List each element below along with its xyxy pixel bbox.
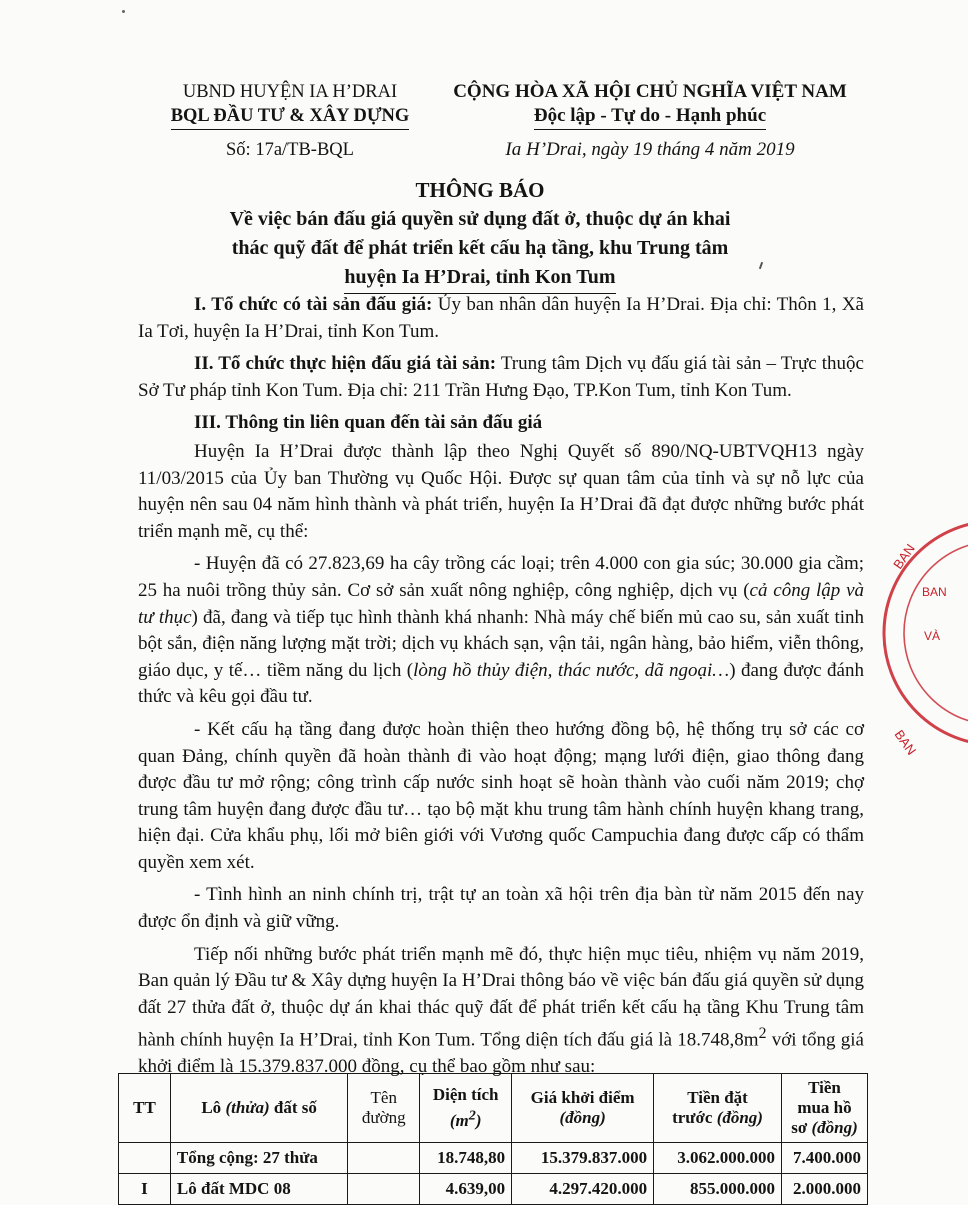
col-document-fee: Tiền mua hồ sơ (đồng) bbox=[781, 1074, 867, 1143]
table-header-row bbox=[119, 1074, 868, 1143]
cell-deposit: 855.000.000 bbox=[654, 1174, 782, 1205]
scan-speck bbox=[122, 10, 125, 13]
col-area: Diện tích $(m^2)$ bbox=[420, 1074, 512, 1143]
cell-lot: Lô đất MDC 08 bbox=[170, 1174, 347, 1205]
cell-road bbox=[348, 1143, 420, 1174]
table-row bbox=[119, 1174, 868, 1205]
svg-text:BAN: BAN bbox=[890, 541, 918, 572]
col-start-price: Giá khởi điểm (đồng) bbox=[512, 1074, 654, 1143]
issuer-block bbox=[140, 80, 440, 162]
national-header bbox=[430, 80, 870, 162]
issuer-name: BQL ĐẦU TƯ & XÂY DỰNG bbox=[140, 104, 440, 130]
place-date: Ia H’Drai, ngày 19 tháng 4 năm 2019 bbox=[505, 139, 795, 160]
section-2-label: II. Tổ chức thực hiện đấu giá tài sản: bbox=[194, 353, 497, 375]
title-line-1: Về việc bán đấu giá quyền sử dụng đất ở, thuộc dự án khai bbox=[229, 208, 731, 230]
svg-text:BAN: BAN bbox=[891, 727, 920, 758]
section-3-heading: III. Thông tin liên quan đến tài sản đấu giá bbox=[194, 412, 543, 434]
document-number: Số: 17a/TB-BQL bbox=[226, 140, 354, 160]
cell-area: 4.639,00 bbox=[420, 1174, 512, 1205]
cell-tt: I bbox=[119, 1174, 171, 1205]
table-row bbox=[119, 1143, 868, 1174]
paragraph-2: - Huyện đã có 27.823,69 ha cây trồng các loại; trên 4.000 con gia súc; 30.000 gia cầm; 25 ha nuôi trồng thủy sản. Cơ sở sản xuất nông nghiệp, công nghiệp, dịch vụ (cả công lập và tư thục) đã, đang và tiếp tục hình thành khá nhanh: Nhà máy chế biến mủ cao su, sản xuất tinh bột sắn, điện năng lượng mặt trời; dịch vụ khách sạn, vận tải, ngân hàng, bảo hiểm, viễn thông, giáo dục, y tế… tiềm năng du lịch (lòng hồ thủy điện, thác nước, dã ngoại…) đang được đánh thức và kêu gọi đầu tư. bbox=[138, 553, 865, 708]
paragraph-3: - Kết cấu hạ tầng đang được hoàn thiện theo hướng đồng bộ, hệ thống trụ sở các cơ quan Đảng, chính quyền đã hoàn thành đi vào hoạt động; mạng lưới điện, giao thông đang được đầu tư mở rộng; công trình cấp nước sinh hoạt sẽ hoàn thành vào cuối năm 2019; chợ trung tâm huyện đang được đầu tư… tạo bộ mặt khu trung tâm hành chính huyện khang trang, hiện đại. Cửa khẩu phụ, lối mở biên giới với Vương quốc Campuchia đang được cấp có thẩm quyền xem xét. bbox=[138, 718, 864, 873]
cell-area: 18.748,80 bbox=[420, 1143, 512, 1174]
cell-price: 15.379.837.000 bbox=[512, 1143, 654, 1174]
seal-graphic bbox=[878, 498, 968, 768]
svg-text:BAN: BAN bbox=[922, 585, 947, 599]
cell-tt bbox=[119, 1143, 171, 1174]
document-body bbox=[138, 292, 864, 1087]
section-1 bbox=[138, 292, 864, 345]
cell-deposit: 3.062.000.000 bbox=[654, 1143, 782, 1174]
col-lot: Lô (thửa) đất số bbox=[170, 1074, 347, 1143]
paragraph-5: Tiếp nối những bước phát triển mạnh mẽ đó, thực hiện mục tiêu, nhiệm vụ năm 2019, Ban quản lý Đầu tư & Xây dựng huyện Ia H’Drai thông báo về việc bán đấu giá quyền sử dụng đất 27 thửa đất ở, thuộc dự án khai thác quỹ đất để phát triển kết cấu hạ tầng Khu Trung tâm hành chính huyện Ia H’Drai, tỉnh Kon Tum. Tổng diện tích đấu giá là $18.748,8m^2$ với tổng giá khởi điểm là 15.379.837.000 đồng, cụ thể bao gồm như sau: bbox=[138, 943, 864, 1078]
col-deposit: Tiền đặt trước (đồng) bbox=[654, 1074, 782, 1143]
section-2 bbox=[138, 351, 864, 404]
svg-text:VÀ: VÀ bbox=[924, 629, 941, 643]
auction-lot-table bbox=[118, 1073, 868, 1205]
title-line-3: huyện Ia H’Drai, tỉnh Kon Tum bbox=[120, 263, 840, 294]
cell-price: 4.297.420.000 bbox=[512, 1174, 654, 1205]
title-heading: THÔNG BÁO bbox=[415, 178, 545, 202]
cell-lot: Tổng cộng: 27 thửa bbox=[170, 1143, 347, 1174]
official-seal-fragment bbox=[878, 498, 968, 768]
country-name: CỘNG HÒA XÃ HỘI CHỦ NGHĨA VIỆT NAM bbox=[453, 81, 847, 102]
section-1-text: Ủy ban nhân dân huyện Ia H’Drai. Địa chỉ: Thôn 1, Xã Ia Tơi, huyện Ia H’Drai, tỉnh Kon Tum. bbox=[138, 294, 864, 342]
section-1-label: I. Tổ chức có tài sản đấu giá: bbox=[194, 294, 433, 315]
issuer-parent: UBND HUYỆN IA H’DRAI bbox=[182, 82, 398, 102]
title-line-2: thác quỹ đất để phát triển kết cấu hạ tầng, khu Trung tâm bbox=[231, 237, 729, 259]
paragraph-4: - Tình hình an ninh chính trị, trật tự an toàn xã hội trên địa bàn từ năm 2015 đến nay được ổn định và giữ vững. bbox=[138, 884, 864, 933]
cell-fee: 2.000.000 bbox=[781, 1174, 867, 1205]
cell-road bbox=[348, 1174, 420, 1205]
col-tt: TT bbox=[119, 1074, 171, 1143]
section-2-text: Trung tâm Dịch vụ đấu giá tài sản – Trực thuộc Sở Tư pháp tỉnh Kon Tum. Địa chỉ: 211 Trần Hưng Đạo, TP.Kon Tum, tỉnh Kon Tum. bbox=[138, 353, 864, 401]
col-road: Tên đường bbox=[348, 1074, 420, 1143]
document-title bbox=[120, 176, 840, 294]
cell-fee: 7.400.000 bbox=[781, 1143, 867, 1174]
national-motto: Độc lập - Tự do - Hạnh phúc bbox=[430, 104, 870, 130]
paragraph-1: Huyện Ia H’Drai được thành lập theo Nghị Quyết số 890/NQ-UBTVQH13 ngày 11/03/2015 của Ủy ban Thường vụ Quốc Hội. Được sự quan tâm của tỉnh và sự nỗ lực của huyện nên sau 04 năm hình thành và phát triển, huyện Ia H’Drai đã đạt được những bước phát triển mạnh mẽ, cụ thể: bbox=[138, 440, 864, 542]
